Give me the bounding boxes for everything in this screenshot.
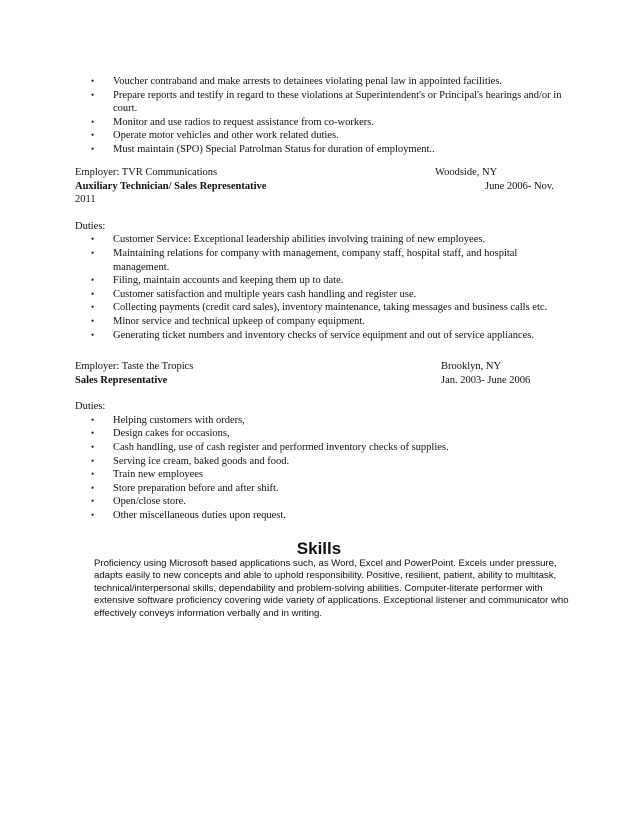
job-tropics-duty-item-text: Open/close store. [113,496,186,508]
bullet-icon: • [91,428,95,439]
job-tropics-duty-item-text: Train new employees [113,469,204,481]
job-tvr-dates-cont: 2011 [75,194,96,206]
top-duties-list [0,75,638,157]
bullet-icon: • [91,116,95,127]
job-tropics-employer-line [75,360,565,374]
job-tropics-duty-item-text: Helping customers with orders, [113,414,245,426]
job-tropics-duty-item [75,414,563,428]
job-tropics-dates: Jan. 2003- June 2006 [441,374,531,386]
bullet-icon: • [91,247,95,258]
bullet-icon: • [91,143,95,154]
bullet-icon: • [91,482,95,493]
job-tropics-duty-item-text: Design cakes for occasions, [113,428,230,440]
job-tvr-dates: June 2006- Nov. [485,180,555,192]
bullet-icon: • [91,130,95,141]
job-tvr-duties-label: Duties: [75,220,106,232]
bullet-icon: • [91,469,95,480]
job-tropics-duty-item [75,482,563,496]
job-tropics-employer: Employer: Taste the Tropics [75,361,194,372]
job-tvr-duty-item-text: Minor service and technical upkeep of company equipment. [113,315,365,327]
bullet-icon: • [91,288,95,299]
bullet-icon: • [91,496,95,507]
bullet-icon: • [91,315,95,326]
job-tropics-location: Brooklyn, NY [441,361,502,372]
job-tvr-location: Woodside, NY [435,167,498,178]
skills-paragraph: Proficiency using Microsoft based applications such, as Word, Excel and PowerPoint. Excels under pressure, adapts easily to new concepts and able to uphold responsibility. Positive, resilient, patient, ability to multitask, technical/interpersonal skills, dependability and problem-solving abilities. Computer-literate performer with extensive software proficiency covering wide variety of applications. Exceptional listener and communicator who effectively conveys information verbally and in writing. [94,558,569,619]
job-tropics-duty-item-text: Cash handling, use of cash register and performed inventory checks of supplies. [113,441,449,453]
job-tropics-duty-item-text: Other miscellaneous duties upon request. [113,509,286,521]
job-tvr-dates-cont-line [75,193,565,207]
bullet-icon: • [91,76,95,86]
job-tvr-employer-line [75,166,565,180]
job-tropics-duty-item [75,455,563,469]
job-tropics-duty-item-text: Store preparation before and after shift. [113,482,279,494]
job-tvr-duty-item [75,247,563,274]
top-duty-item-text: Operate motor vehicles and other work related duties. [113,130,339,142]
job-tropics-duty-item [75,468,563,482]
job-tropics-title: Sales Representative [75,374,168,386]
job-tvr-duty-item [75,315,563,329]
job-tvr-duty-item-text: Collecting payments (credit card sales), inventory maintenance, taking messages and business calls etc. [113,302,548,314]
job-tropics-duties-label-line [75,400,565,414]
job-tvr-duties-label-line [75,220,565,234]
job-tvr-duty-item-text: Customer satisfaction and multiple years cash handling and register use. [113,288,417,300]
bullet-icon: • [91,329,95,340]
bullet-icon: • [91,302,95,313]
bullet-icon: • [91,234,95,245]
job-tvr-duty-item [75,301,563,315]
job-tvr-duty-item [75,329,563,343]
top-duty-item-text: Monitor and use radios to request assistance from co-workers. [113,116,374,128]
bullet-icon: • [91,89,95,100]
job-tvr-duty-item-text: Generating ticket numbers and inventory checks of service equipment and out of service appliances. [113,329,535,341]
job-tropics-duty-item [75,509,563,523]
job-tropics-section [0,360,638,523]
job-tropics-duties-label: Duties: [75,401,106,413]
top-duty-item [75,116,563,130]
job-tvr-duty-item [75,288,563,302]
top-duty-item [75,143,563,157]
job-tropics-duty-item-text: Serving ice cream, baked goods and food. [113,455,290,467]
job-tvr-duty-item [75,233,563,247]
job-tvr-duty-item [75,274,563,288]
job-tropics-title-line [75,374,565,388]
top-duty-item [75,129,563,143]
top-duty-item-text: Voucher contraband and make arrests to detainees violating penal law in appointed facilities. [113,76,503,87]
job-tvr-section [0,166,638,342]
job-tvr-duty-item-text: Maintaining relations for company with management, company staff, hospital staff, and hospital management. [113,247,518,273]
bullet-icon: • [91,455,95,466]
job-tropics-duties-list [0,414,638,523]
job-tropics-duty-item [75,441,563,455]
top-duties-section [0,75,638,157]
job-tvr-employer: Employer: TVR Communications [75,167,218,178]
bullet-icon: • [91,275,95,286]
job-tvr-duties-list [0,233,638,342]
bullet-icon: • [91,414,95,425]
job-tvr-title-line [75,180,565,194]
bullet-icon: • [91,509,95,520]
job-tropics-duty-item [75,495,563,509]
skills-heading: Skills [296,539,342,558]
job-tropics-duty-item [75,427,563,441]
top-duty-item-text: Must maintain (SPO) Special Patrolman Status for duration of employment.. [113,143,435,155]
top-duty-item [75,75,563,89]
top-duty-item-text: Prepare reports and testify in regard to these violations at Superintendent's or Principal's hearings and/or in court. [113,89,562,115]
job-tvr-duty-item-text: Customer Service: Exceptional leadership abilities involving training of new employees. [113,234,486,246]
bullet-icon: • [91,441,95,452]
top-duty-item [75,89,563,116]
job-tvr-duty-item-text: Filing, maintain accounts and keeping them up to date. [113,275,344,287]
job-tvr-title: Auxiliary Technician/ Sales Representative [75,180,267,192]
